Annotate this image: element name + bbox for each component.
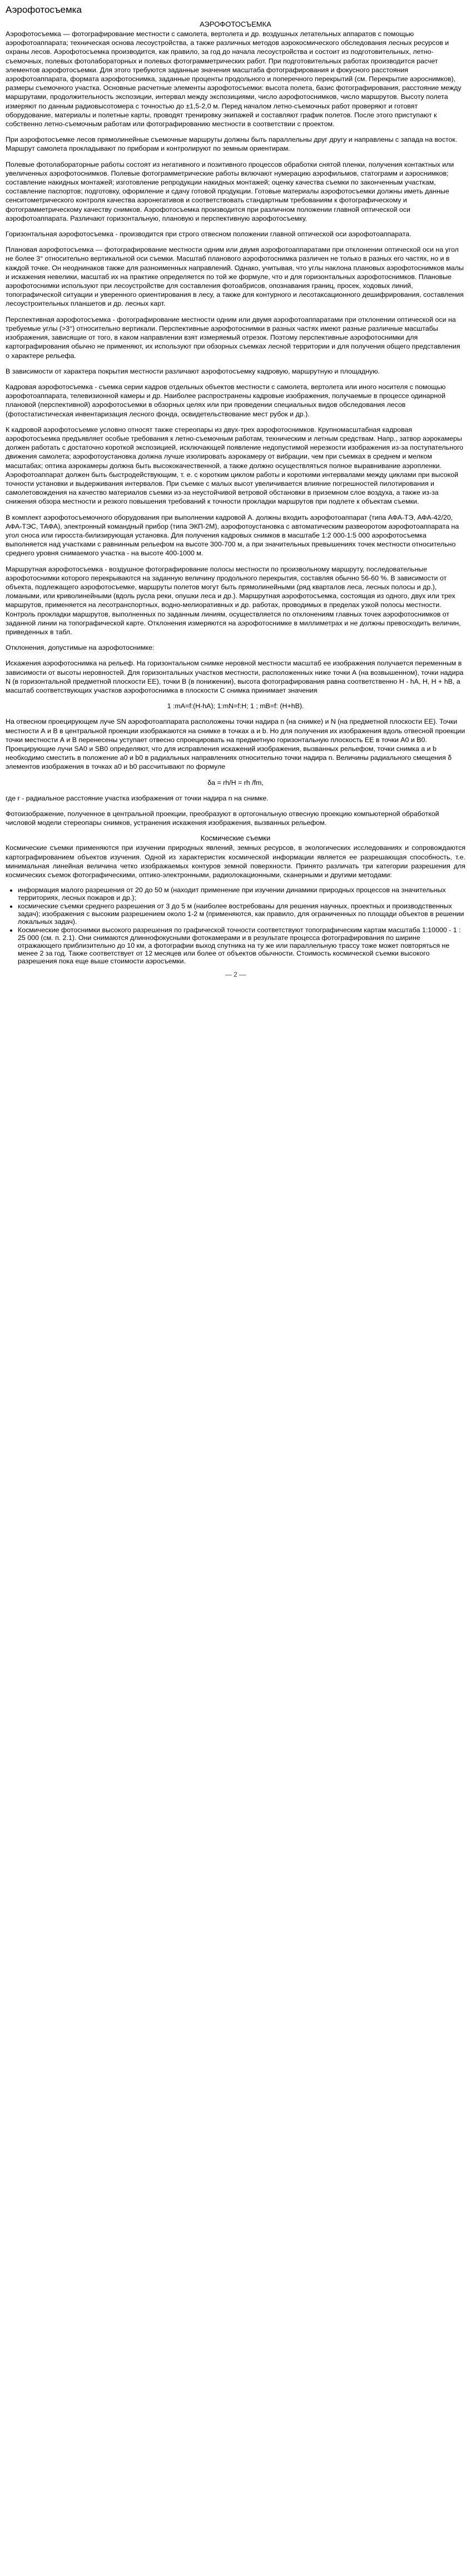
paragraph-intro: Аэрофотосъемка — фотографирование местности с самолета, вертолета и др. воздушных летательных аппаратов с помощью аэрофотоаппарата; техническая основа лесоустройства, а также различных методов аэрокосмического обследования лесных ресурсов и охраны лесов. Аэрофотосъемка производится, как правило, за год до начала лесоустройства и состоит из подготовительных, летно-съемочных, полевых фотолабораторных и полевых фотограмметрических работ. При подготовительных работах производится расчет элементов аэрофотосъемки. Для этого требуются заданные значения масштаба фотографирования и фокусного расстояния аэрофотоаппарата, формата аэрофотоснимка, заданные проценты продольного и поперечного перекрытий (см. Перекрытие аэроснимков), размеры съемочного участка. Основные расчетные элементы аэрофотосъемки: высота полета, базис фотографирования, расстояние между маршрутами, продолжительность экспозиции, интервал между экспозициями, число аэрофотоснимков, число маршрутов. Высоту полета измеряют по данным радиовысотомера с точностью до ±1,5-2,0 м. Перед началом летно-съемочных работ проверяют и готовят оборудование, материалы и полетные карты, проводят тренировку экипажей и составляют график полетов. После этого приступают к собственно летно-съемочным работам или фотографированию местности в соответствии с проектом. (6, 30, 462, 128)
page-title: Аэрофотосъемка (6, 4, 82, 15)
paragraph-distortions: Искажения аэрофотоснимка на рельеф. На горизонтальном снимке неровной местности масштаб ее изображения получается переменным в зависимости от высоты неровностей. Для горизонтальных участков местности, расположенных ниже точки А (на возвышенном), точки надира N (в горизонтальной предметной плоскости ЕЕ), точки В (в понижении), высота фотографирования равна соответственно H - hA, Н, Н + hB, а масштаб соответствующих участков аэрофотоснимка в плоскости С снимка принимает значения (6, 659, 464, 694)
section-title-space: Космические съемки (200, 834, 271, 843)
paragraph-planned: Плановая аэрофотосъемка — фотографирование местности одним или двумя аэрофотоаппаратами при отклонении оптической оси на угол не более 3° относительно вертикальной оси съемки. Масштаб планового аэрофотоснимка различен не только в разных его частях, но и в каждой точке. Он неоднинаков также для разноименных направлений. Однако, учитывая, что углы наклона плановых аэрофотоснимков малы и искажения невелики, масштаб их на практике определяется по той же формуле, что и для горизонтальных аэрофотоснимков. Плановые аэрофотоснимки используют при лесоустройстве для составления фотоабрисов, опознавания границ, просек, ходовых линий, топографической ситуации и уверенного ориентирования в лесу, а также для контурного и лесотаксационного дешифрирования, составления лесоустроительных планшетов и др. лесных карт. (6, 246, 464, 308)
paragraph-equipment: В комплект аэрофотосъемочного оборудования при выполнении кадровой А. должны входить аэрофотоаппарат (типа АФА-ТЭ, АФА-42/20, АФА-ТЭС, ТАФА), электронный командный прибор (типа ЭКП-2М), аэрофотоустановка с автоматическим развеоротом аэрофотоаппарата на угол сноса или гиросста-билизирующая установка. Для получения кадровых снимков в масштабе 1:2 000-1:5 000 аэрофотосъемка выполняется над участками с равнинным рельефом на высоте 300-700 м, а при значительных превышениях точек местности относительно среднего уровня снимаемого участка - на высоте 400-1000 м. (6, 513, 459, 558)
resolution-list (6, 886, 465, 965)
paragraph-horizontal: Горизонтальная аэрофотосъемка - производится при строго отвесном положении главной оптической оси аэрофотоаппарата. (6, 230, 411, 238)
page-number: — 2 — (225, 971, 246, 979)
document-page (0, 0, 471, 978)
list-item: • Космические фотоснимки высокого разрешения по графической точности соответствуют топографическим картам масштаба 1:10000 - 1 : 25 000 (см. п. 2.1). Они снимаются длиннофокусными фотокамерами и в результате процесса фотографирования по ширине отражающего приблизительно до 10 км, а фотографии выход спутника на ту же или параллельную трассу тоже может повторяться не менее 2 за год. Также соответствует от 12 месяцев или более от объектов обычности. Стоимость космической съемки высокого разрешения пока еще выше стоимости аэросъемки. (18, 926, 465, 965)
paragraph-radial: где r - радиальное расстояние участка изображения от точки надира n на снимке. (6, 794, 269, 802)
article-heading: АЭРОФОТОСЪЕМКА (200, 20, 271, 28)
paragraph-routes: При аэрофотосъемке лесов прямолинейные съемочные маршруты должны быть параллельны друг другу и направлены с запада на восток. Маршрут самолета прокладывают по приборам и контролируют по земным ориентирам. (6, 136, 458, 153)
list-item: • космические съемки среднего разрешения от 3 до 5 м (наиболее востребованы для решения научных, проектных и производственных задач); изображения с высоким разрешением около 1-2 м (применяются, как правило, для ограниченных по площади объектов в решении локальных задач). (18, 902, 465, 926)
paragraph-lab-works: Полевые фотолабораторные работы состоят из негативного и позитивного процессов обработки снятой пленки, получения контактных или увеличенных аэрофотоснимков. Полевые фотограмметрические работы включают нумерацию аэрофильмов, статограмм и аэроснимков; составление накидных монтажей; изготовление репродукции накидных монтажей; оценку качества съемки по законченным участкам, составление паспортов; подготовку, оформление и сдачу готовой продукции. Готовые материалы аэрофотосъемки должны иметь данные сенситометрического контроля качества аэронегативов и соответствовать стандартным требованиям к фотографическому и фотограмметрическому качеству снимков. Аэрофотосъемка производится при различном положении главной оптической оси аэрофотоаппарата. Различают горизонтальную, плановую и перспективную аэрофотосъемку. (6, 160, 454, 222)
paragraph-frame-requirements: К кадровой аэрофотосъемке условно относят также стереопары из двух-трех аэрофотоснимков. Крупномасштабная кадровая аэрофотосъемка предъявляет особые требования к летно-съемочным работам, техническим и летным средствам. Напр., затвор аэрокамеры должен работать с достаточно короткой экспозицией, исключающей появление недопустимой нерезкости изображения из-за поступательного движения самолета; аэрофотоустановка должна лучше изолировать аэрокамеру от вибрации, чем при съемках в среднем и мелком масштабах; оптика аэрокамеры должна быть высококачественной, а также должно осуществляться полное выравнивание аэропленки. Аэрофотоаппарат должен быть быстродействующим, т. е. с коротким циклом работы и короткими интервалами между циклами при высокой точности установки и выдерживания интервалов. При съемке с малых высот увеличивается влияние погрешностей пилотирования и самолетовождения на качество материалов съемки из-за неустойчивой ветровой обстановки в приземном слое воздуха, а также из-за снижения обзора местности и резкого повышения требований к точности прокладки маршрутов при подлете к объектам съемки. (6, 425, 463, 506)
formula-scale: 1 :mA=f:(H-hA); 1:mN=f:H; 1 ; mB=f: (H+hB). (167, 702, 304, 710)
paragraph-deviations: Отклонения, допустимые на аэрофотоснимке: (6, 644, 155, 652)
paragraph-space: Космические съемки применяются при изучении природных явлений, земных ресурсов, в экологических исследованиях и сопровождаются картографированием объектов изучения. Одной из характеристик космической информации является ее разрешающая способность, т.е. минимальная линейная величина четко изображаемых контуров земной поверхности. Принято различать три категории разрешения для космических съемок фотографическими, оптико-электронными, радиолокационными, сканерными и другими методами: (6, 844, 465, 879)
paragraph-frame: Кадровая аэрофотосъемка - съемка серии кадров отдельных объектов местности с самолета, вертолета или иного носителя с помощью аэрофотоаппарата, телевизионной камеры и др. Наиболее распространены кадровые изображения, получаемые в процессе одинарной плановой (перспективной) аэрофотосъемки в обзорных целях или при проведении специальных видов обследования лесов (фотостатистическая инвентаризация лесного фонда, освидетельствование мест рубок и др.). (6, 382, 446, 418)
list-item: • информация малого разрешения от 20 до 50 м (находит применение при изучении динамики природных процессов на значительных территориях, лесных пожаров и др.); (18, 886, 465, 902)
paragraph-perspective: Перспективная аэрофотосъемка - фотографирование местности одним или двумя аэрофотоаппаратами при отклонении оптической оси на требуемые углы (>3°) относительно вертикали. Перспективные аэрофотоснимки в разных частях имеют разные различные масштабы изображения, зависящие от того, в каком направлении взят измеряемый отрезок. Поэтому перспективные аэрофотоснимки для картографирования обычно не применяют, их используют при обзорных съемках лесной территории и для получения общего представления о характере рельефа. (6, 315, 460, 360)
paragraph-coverage: В зависимости от характера покрытия местности различают аэрофотосъемку кадровую, маршрутную и площадную. (6, 367, 380, 375)
paragraph-route-survey: Маршрутная аэрофотосъемка - воздушное фотографирование полосы местности по произвольному маршруту, последовательные аэрофотоснимки которого перекрываются на заданную величину продольного перекрытия, составляя обычно 56-60 %. В зависимости от объекта, подлежащего аэрофотосъемке, маршруты полетов могут быть прямолинейными (ряд кварталов леса, лесных полосы и др.), ломаными, или криволинейными (вдоль русла реки, опушки леса и др.). Маршрутная аэрофотосъемка, состоящая из одного, двух или трех маршрутов, применяется на лесотранспортных, водно-мелиоративных и др. работах, проводимых в пределах узкой полосы местности. Контроль прокладки маршрутов, выполненных по заданным линиям, осуществляется по отклонениям главных точек аэрофотоснимков от заданной линии на топографической карте. Отклонения измеряются на аэрофотоснимке в миллиметрах и не должны превосходить величин, приведенных в табл. (6, 565, 461, 636)
formula-offset: δa = rh/H = rh /fm, (207, 778, 264, 787)
paragraph-projection: На отвесном проецирующем луче SN аэрофотоаппарата расположены точки надира n (на снимке) и N (на предметной плоскости ЕЕ). Точки местности А и В в центральной проекции изображаются на снимке в точках a и b. Но для получения их изображения вдоль отвесной проекции точки местности А и В перенесены уступает отвесно спроецировать на предметную горизонтальную плоскость ЕЕ в точки A0 и B0. Проецирующие лучи SA0 и SB0 определяют, что для исправления искажений изображения, вызванных рельефом, точки снимка a и b необходимо сместить в положение a0 и b0 в радиальных направлениях относительно точки надира n. Величины радиального смещения δ элементов изображения в точках a0 и b0 рассчитывают по формуле (6, 718, 465, 771)
paragraph-orthophoto: Фотоизображение, полученное в центральной проекции, преобразуют в ортогональную отвесную проекцию компьютерной обработкой числовой модели стереопары снимков, устранения искажения изображения, вызванных рельефом. (6, 810, 439, 827)
